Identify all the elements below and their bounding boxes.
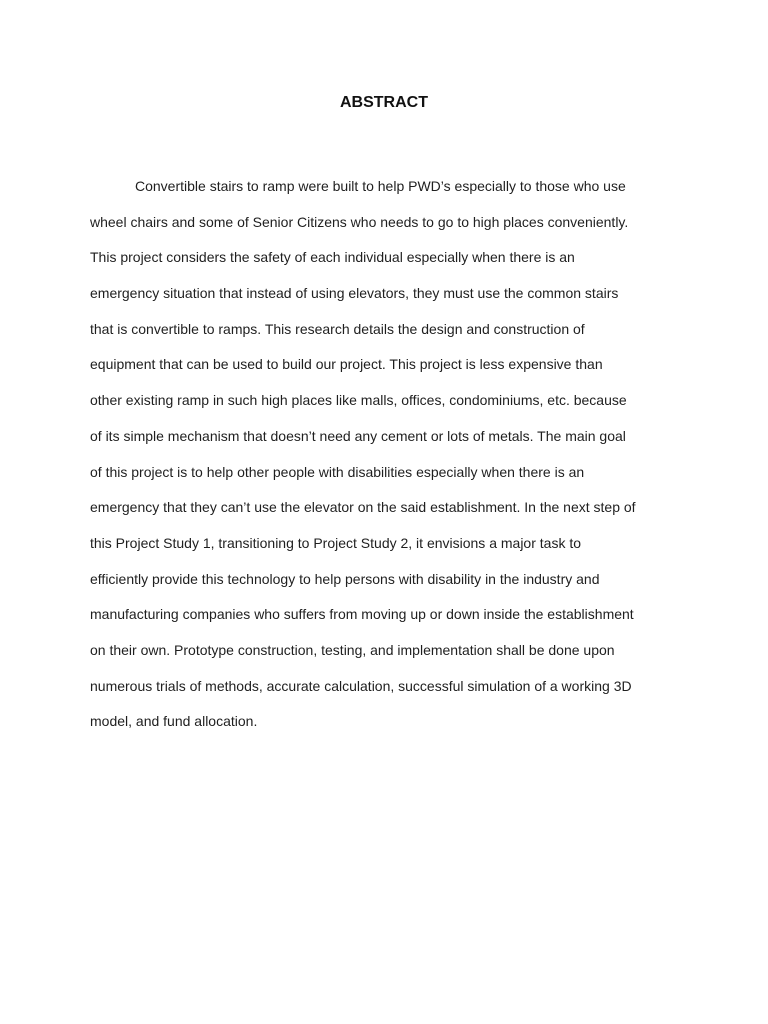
text-line: This project considers the safety of each individual especially when there is an (90, 249, 575, 266)
text-line: this Project Study 1, transitioning to Project Study 2, it envisions a major task to (90, 534, 582, 551)
abstract-body (90, 174, 690, 745)
text-line: wheel chairs and some of Senior Citizens who needs to go to high places conveniently. (90, 213, 629, 230)
abstract-heading: ABSTRACT (340, 94, 428, 111)
text-line: model, and fund allocation. (90, 713, 258, 730)
text-line: emergency that they can’t use the elevator on the said establishment. In the next step of (90, 499, 636, 516)
text-line: numerous trials of methods, accurate calculation, successful simulation of a working 3D (90, 677, 632, 694)
text-line: that is convertible to ramps. This research details the design and construction of (90, 320, 585, 337)
text-line: emergency situation that instead of using elevators, they must use the common stairs (90, 285, 619, 302)
text-line: of its simple mechanism that doesn’t need any cement or lots of metals. The main goal (90, 427, 626, 444)
text-line: other existing ramp in such high places like malls, offices, condominiums, etc. because (90, 392, 627, 409)
text-line: manufacturing companies who suffers from moving up or down inside the establishment (90, 606, 634, 623)
text-line: on their own. Prototype construction, testing, and implementation shall be done upon (90, 641, 615, 658)
text-line: equipment that can be used to build our project. This project is less expensive than (90, 356, 603, 373)
text-line: of this project is to help other people with disabilities especially when there is an (90, 463, 585, 480)
text-line: Convertible stairs to ramp were built to help PWD’s especially to those who use (135, 178, 626, 194)
text-line: efficiently provide this technology to help persons with disability in the industry and (90, 570, 600, 587)
